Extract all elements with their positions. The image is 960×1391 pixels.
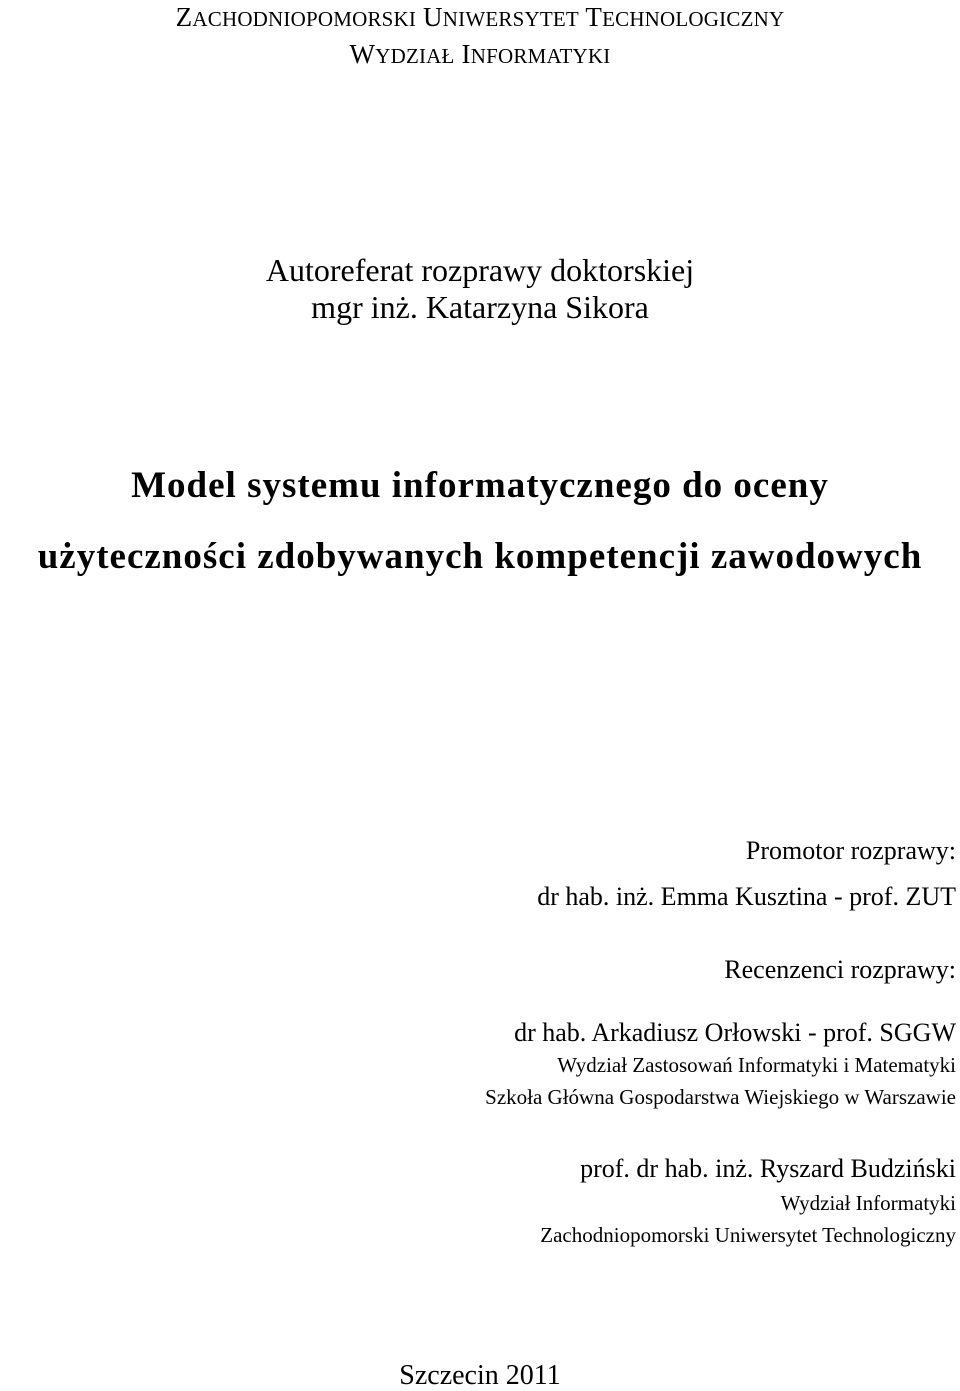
faculty-name: WYDZIAŁ INFORMATYKI bbox=[349, 39, 611, 69]
reviewer-2-name: prof. dr hab. inż. Ryszard Budziński bbox=[580, 1154, 956, 1183]
promotor-name: dr hab. inż. Emma Kusztina - prof. ZUT bbox=[537, 882, 956, 911]
university-name: ZACHODNIOPOMORSKI UNIWERSYTET TECHNOLOGICZNY bbox=[175, 2, 785, 32]
reviewer-1-institution: Szkoła Główna Gospodarstwa Wiejskiego w Warszawie bbox=[485, 1085, 956, 1109]
reviewer-2-faculty: Wydział Informatyki bbox=[780, 1191, 956, 1215]
reviewer-1-faculty: Wydział Zastosowań Informatyki i Matematyki bbox=[557, 1053, 956, 1077]
thesis-title-line-2: użyteczności zdobywanych kompetencji zawodowych bbox=[37, 536, 923, 577]
document-type: Autoreferat rozprawy doktorskiej bbox=[265, 252, 695, 288]
reviewer-2-institution: Zachodniopomorski Uniwersytet Technologiczny bbox=[540, 1223, 956, 1247]
reviewer-1-name: dr hab. Arkadiusz Orłowski - prof. SGGW bbox=[514, 1018, 956, 1047]
promotor-label: Promotor rozprawy: bbox=[745, 836, 956, 865]
reviewers-label: Recenzenci rozprawy: bbox=[724, 955, 956, 984]
thesis-title-line-1: Model systemu informatycznego do oceny bbox=[131, 465, 829, 506]
place-and-year: Szczecin 2011 bbox=[399, 1360, 561, 1391]
author-name: mgr inż. Katarzyna Sikora bbox=[311, 289, 649, 325]
